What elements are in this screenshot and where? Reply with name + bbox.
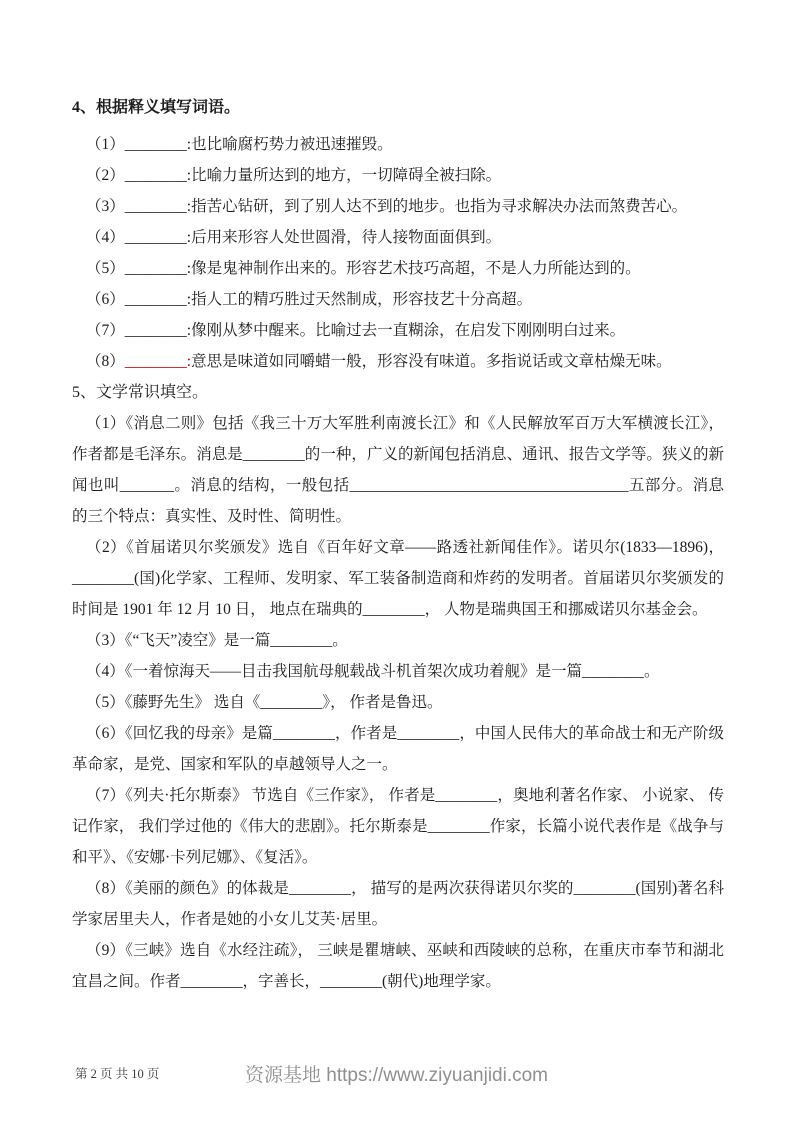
colon: : [186, 198, 192, 215]
item-number: （1） [86, 415, 126, 432]
fill-blank: ________ [124, 167, 187, 184]
item-text: 《藤野先生》 选自《________》， 作者是鲁迅。 [124, 694, 443, 711]
fill-blank: ________ [124, 260, 187, 277]
item-number: （9） [86, 942, 126, 959]
item-number: （8） [86, 353, 125, 370]
colon: : [186, 167, 192, 184]
item-text: 《列夫·托尔斯泰》 节选自《三作家》， 作者是________，奥地利著名作家、 小说家、 传记作家， 我们学过他的《伟大的悲剧》。托尔斯泰是________作家，长篇小说代表作是《战争与和平》、《安娜·卡列尼娜》、《复活》。 [72, 787, 724, 866]
item-text: 《美丽的颜色》的体裁是________， 描写的是两次获得诺贝尔奖的________(国别)著名科学家居里夫人，作者是她的小女儿艾芙·居里。 [72, 880, 724, 928]
literary-item-7 [72, 780, 724, 873]
colon: : [186, 291, 192, 308]
item-number: （5） [86, 694, 125, 711]
definition-item-6 [72, 284, 724, 315]
literary-item-2 [72, 532, 724, 625]
definition-text: 像是鬼神制作出来的。形容艺术技巧高超，不是人力所能达到的。 [191, 260, 641, 277]
item-number: （7） [86, 787, 126, 804]
literary-item-4 [72, 656, 724, 687]
item-number: （2） [86, 539, 127, 556]
literary-item-6 [72, 718, 724, 780]
definition-text: 像刚从梦中醒来。比喻过去一直糊涂，在启发下刚刚明白过来。 [191, 322, 626, 339]
section-word-definitions [72, 92, 724, 377]
definition-text: 指苦心钻研，到了别人达不到的地步。也指为寻求解决办法而煞费苦心。 [191, 198, 688, 215]
fill-blank: ________ [124, 136, 187, 153]
fill-blank-red: ________ [124, 353, 187, 370]
definition-item-8 [72, 346, 724, 377]
fill-blank: ________ [124, 322, 187, 339]
definition-text: 后用来形容人处世圆滑，待人接物面面俱到。 [191, 229, 502, 246]
item-number: （8） [86, 880, 126, 897]
item-text: 《回忆我的母亲》是篇________，作者是________，中国人民伟大的革命战士和无产阶级革命家，是党、国家和军队的卓越领导人之一。 [72, 725, 724, 773]
colon: : [186, 136, 192, 153]
section5-title: 5、文学常识填空。 [72, 384, 209, 401]
item-number: （4） [86, 229, 125, 246]
colon: : [186, 322, 192, 339]
item-number: （7） [86, 322, 125, 339]
fill-blank: ________ [124, 229, 187, 246]
fill-blank: ________ [124, 198, 187, 215]
colon: : [186, 260, 192, 277]
definition-text: 指人工的精巧胜过天然制成，形容技艺十分高超。 [191, 291, 533, 308]
literary-item-3 [72, 625, 724, 656]
section-literary-knowledge [72, 377, 724, 997]
definition-item-5 [72, 253, 724, 284]
item-number: （2） [86, 167, 125, 184]
colon-red: : [186, 353, 192, 370]
item-number: （6） [86, 725, 125, 742]
item-text: 《三峡》选自《水经注疏》， 三峡是瞿塘峡、巫峡和西陵峡的总称，在重庆市奉节和湖北宜昌之间。作者________，字善长，________(朝代)地理学家。 [72, 942, 724, 990]
literary-item-1 [72, 408, 724, 532]
section4-title: 4、根据释义填写词语。 [72, 99, 241, 116]
item-text: 《一着惊海天——目击我国航母舰载战斗机首架次成功着舰》是一篇________。 [124, 663, 660, 680]
definition-item-7 [72, 315, 724, 346]
item-number: （4） [86, 663, 125, 680]
definition-item-1 [72, 129, 724, 160]
page-number: 第 2 页 共 10 页 [75, 1067, 160, 1081]
item-text: 《消息二则》包括《我三十万大军胜利南渡长江》和《人民解放军百万大军横渡长江》，作者都是毛泽东。消息是________的一种，广义的新闻包括消息、通讯、报告文学等。狭义的新闻也叫_______。消息的结构，一般包括____________________________________五部分。消息的三个特点：真实性、及时性、简明性。 [72, 415, 724, 525]
definition-text: 意思是味道如同嚼蜡一般，形容没有味道。多指说话或文章枯燥无味。 [191, 353, 672, 370]
item-text: 《首届诺贝尔奖颁发》选自《百年好文章——路透社新闻佳作》。诺贝尔(1833—1896)，________(国)化学家、工程师、发明家、军工装备制造商和炸药的发明者。首届诺贝尔奖颁发的时间是 1901 年 12 月 10 日， 地点在瑞典的________， 人物是瑞典国王和挪威诺贝尔基金会。 [72, 539, 724, 618]
item-number: （3） [86, 632, 125, 649]
item-text: 《“飞天”凌空》是一篇________。 [124, 632, 348, 649]
definition-item-4 [72, 222, 724, 253]
item-number: （5） [86, 260, 125, 277]
fill-blank: ________ [124, 291, 187, 308]
definition-text: 比喻力量所达到的地方，一切障碍全被扫除。 [191, 167, 502, 184]
definition-item-3 [72, 191, 724, 222]
watermark-text: 资源基地 https://www.ziyuanjidi.com [244, 1065, 549, 1086]
literary-item-9 [72, 935, 724, 997]
item-number: （1） [86, 136, 125, 153]
item-number: （6） [86, 291, 125, 308]
colon: : [186, 229, 192, 246]
literary-item-8 [72, 873, 724, 935]
literary-item-5 [72, 687, 724, 718]
definition-item-2 [72, 160, 724, 191]
definition-text: 也比喻腐朽势力被迅速摧毁。 [191, 136, 393, 153]
item-number: （3） [86, 198, 125, 215]
